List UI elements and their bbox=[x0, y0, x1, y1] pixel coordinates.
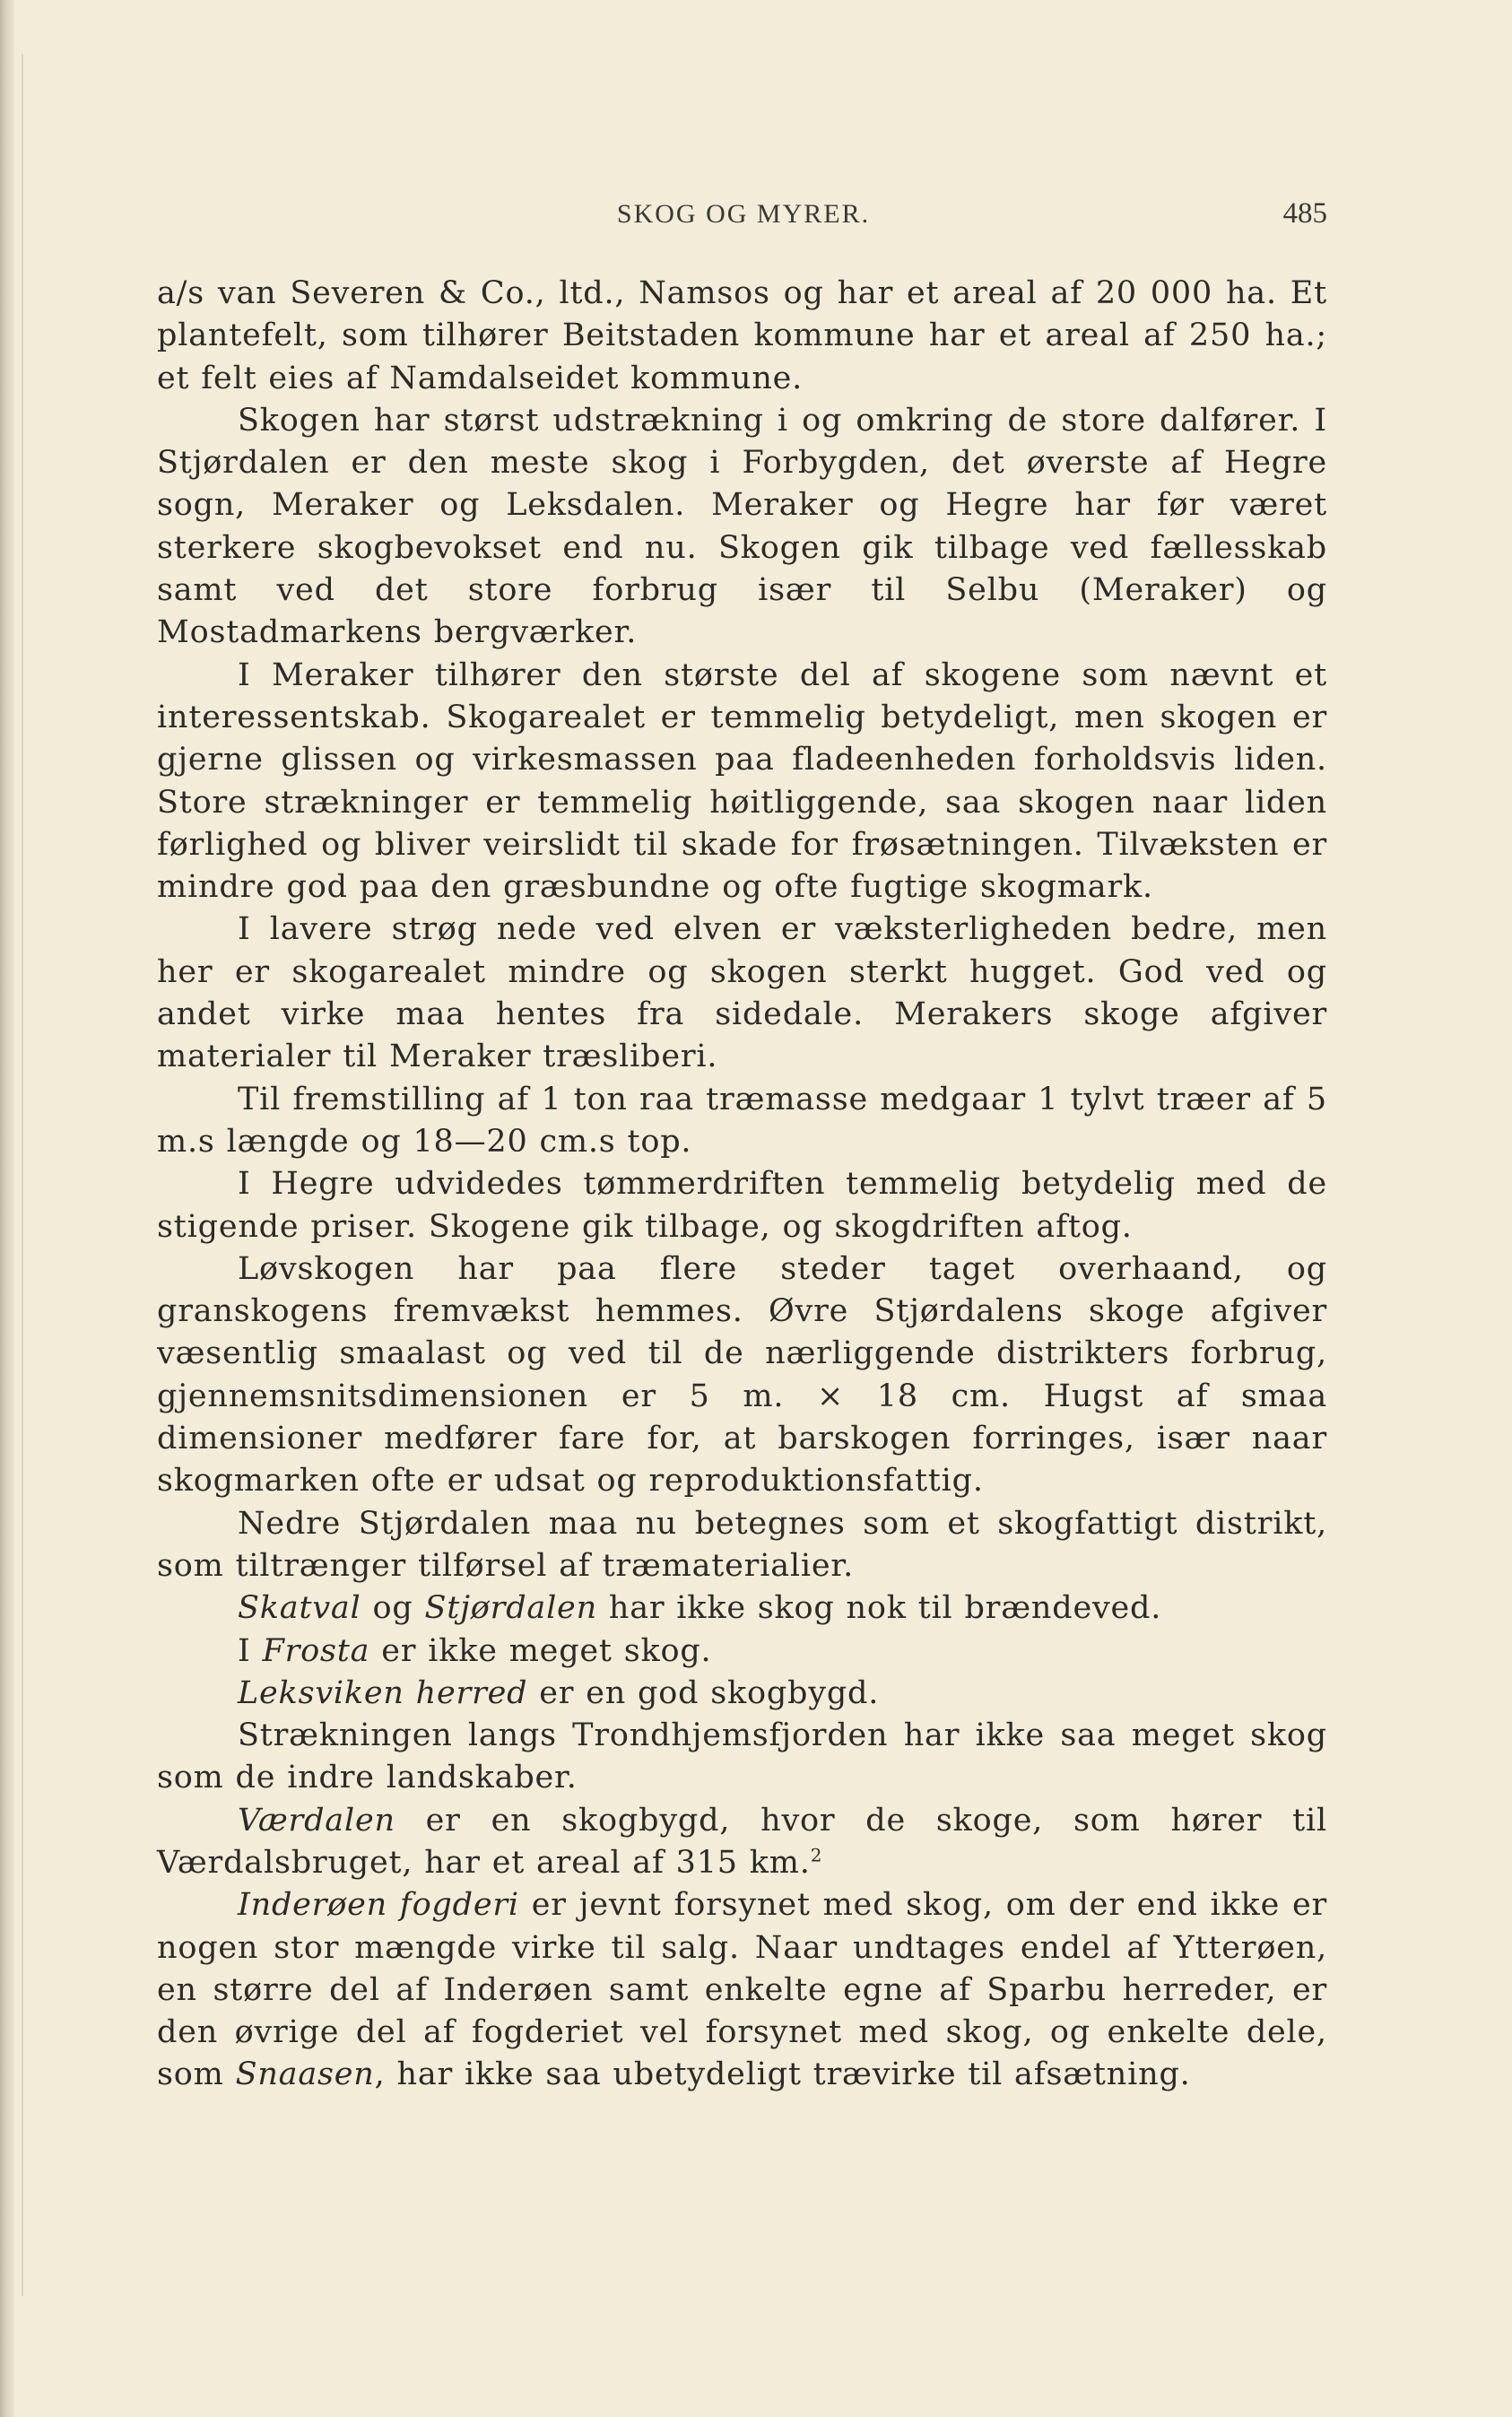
place-name: Snaasen bbox=[235, 2056, 375, 2093]
place-name: Stjørdalen bbox=[424, 1590, 597, 1627]
place-name: Leksviken herred bbox=[238, 1674, 528, 1711]
paragraph-13 bbox=[157, 1800, 1327, 1885]
paragraph-1: a/s van Severen & Co., ltd., Namsos og har et areal af 20 000 ha. Et plantefelt, som tilhører Beitstaden kommune har et areal af 250 ha.; et felt eies af Namdalseidet kommune. bbox=[157, 275, 1327, 396]
paragraph-5: Til fremstilling af 1 ton raa træmasse medgaar 1 tylvt træer af 5 m.s længde og 18—20 cm.s top. bbox=[157, 1081, 1327, 1160]
body-text bbox=[157, 273, 1327, 2097]
page-number: 485 bbox=[1282, 197, 1327, 230]
place-name: Skatval bbox=[238, 1590, 361, 1627]
page-binding-edge bbox=[0, 0, 14, 2417]
footnote-marker: 2 bbox=[810, 1844, 823, 1866]
paragraph-7: Løvskogen har paa flere steder taget overhaand, og granskogens fremvækst hemmes. Øvre Stjørdalens skoge afgiver væsentlig smaalast og ved til de nærliggende distrikters forbrug, gjennemsnitsdimensionen er 5 m. × 18 cm. Hugst af smaa dimensioner medfører fare for, at barskogen forringes, især naar skogmarken ofte er udsat og reproduktionsfattig. bbox=[157, 1250, 1327, 1500]
running-header bbox=[160, 199, 1327, 242]
paragraph-6: I Hegre udvidedes tømmerdriften temmelig betydelig med de stigende priser. Skogene gik tilbage, og skogdriften aftog. bbox=[157, 1166, 1327, 1245]
text-run: og bbox=[361, 1590, 425, 1627]
paragraph-4: I lavere strøg nede ved elven er væksterligheden bedre, men her er skogarealet mindre og skogen sterkt hugget. God ved og andet virke maa hentes fra sidedale. Merakers skoge afgiver materialer til Meraker træsliberi. bbox=[157, 911, 1327, 1075]
paragraph-14 bbox=[157, 1884, 1327, 2096]
paragraph-12: Strækningen langs Trondhjemsfjorden har ikke saa meget skog som de indre landskaber. bbox=[157, 1717, 1327, 1796]
place-name: Inderøen fogderi bbox=[238, 1887, 519, 1924]
running-title: SKOG OG MYRER. bbox=[616, 199, 871, 229]
paragraph-3: I Meraker tilhører den største del af skogene som nævnt et interessentskab. Skogarealet er temmelig betydeligt, men skogen er gjerne glissen og virkesmassen paa fladeenheden forholdsvis liden. Store strækninger er temmelig høitliggende, saa skogen naar liden førlighed og bliver veirslidt til skade for frøsætningen. Tilvæksten er mindre god paa den græsbundne og ofte fugtige skogmark. bbox=[157, 656, 1327, 906]
paragraph-11 bbox=[157, 1673, 1327, 1715]
page-edge-shadow bbox=[22, 54, 23, 2296]
place-name: Værdalen bbox=[238, 1802, 395, 1839]
text-run: er ikke meget skog. bbox=[369, 1632, 712, 1669]
text-run: , har ikke saa ubetydeligt trævirke til afsætning. bbox=[374, 2056, 1191, 2093]
paragraph-2: Skogen har størst udstrækning i og omkring de store dalfører. I Stjørdalen er den meste skog i Forbygden, det øverste af Hegre sogn, Meraker og Leksdalen. Meraker og Hegre har før været sterkere skogbevokset end nu. Skogen gik tilbage ved fællesskab samt ved det store forbrug især til Selbu (Meraker) og Mostadmarkens bergværker. bbox=[157, 402, 1327, 651]
text-run: har ikke skog nok til brændeved. bbox=[596, 1590, 1162, 1627]
text-run: I bbox=[238, 1632, 263, 1669]
paragraph-8: Nedre Stjørdalen maa nu betegnes som et skogfattigt distrikt, som tiltrænger tilførsel af træmaterialier. bbox=[157, 1505, 1327, 1584]
text-run: er en skogbygd, hvor de skoge, som hører til Værdalsbruget, har et areal af 315 km. bbox=[157, 1802, 1327, 1881]
paragraph-9 bbox=[157, 1587, 1327, 1630]
paragraph-10 bbox=[157, 1630, 1327, 1673]
place-name: Frosta bbox=[262, 1632, 370, 1669]
text-run: er en god skogbygd. bbox=[527, 1674, 880, 1711]
text-run: er jevnt forsynet med skog, om der end ikke er nogen stor mængde virke til salg. Naar undtages endel af Ytterøen, en større del af Inderøen samt enkelte egne af Sparbu herreder, er den øvrige del af fogderiet vel forsynet med skog, og enkelte dele, som bbox=[157, 1887, 1327, 2093]
